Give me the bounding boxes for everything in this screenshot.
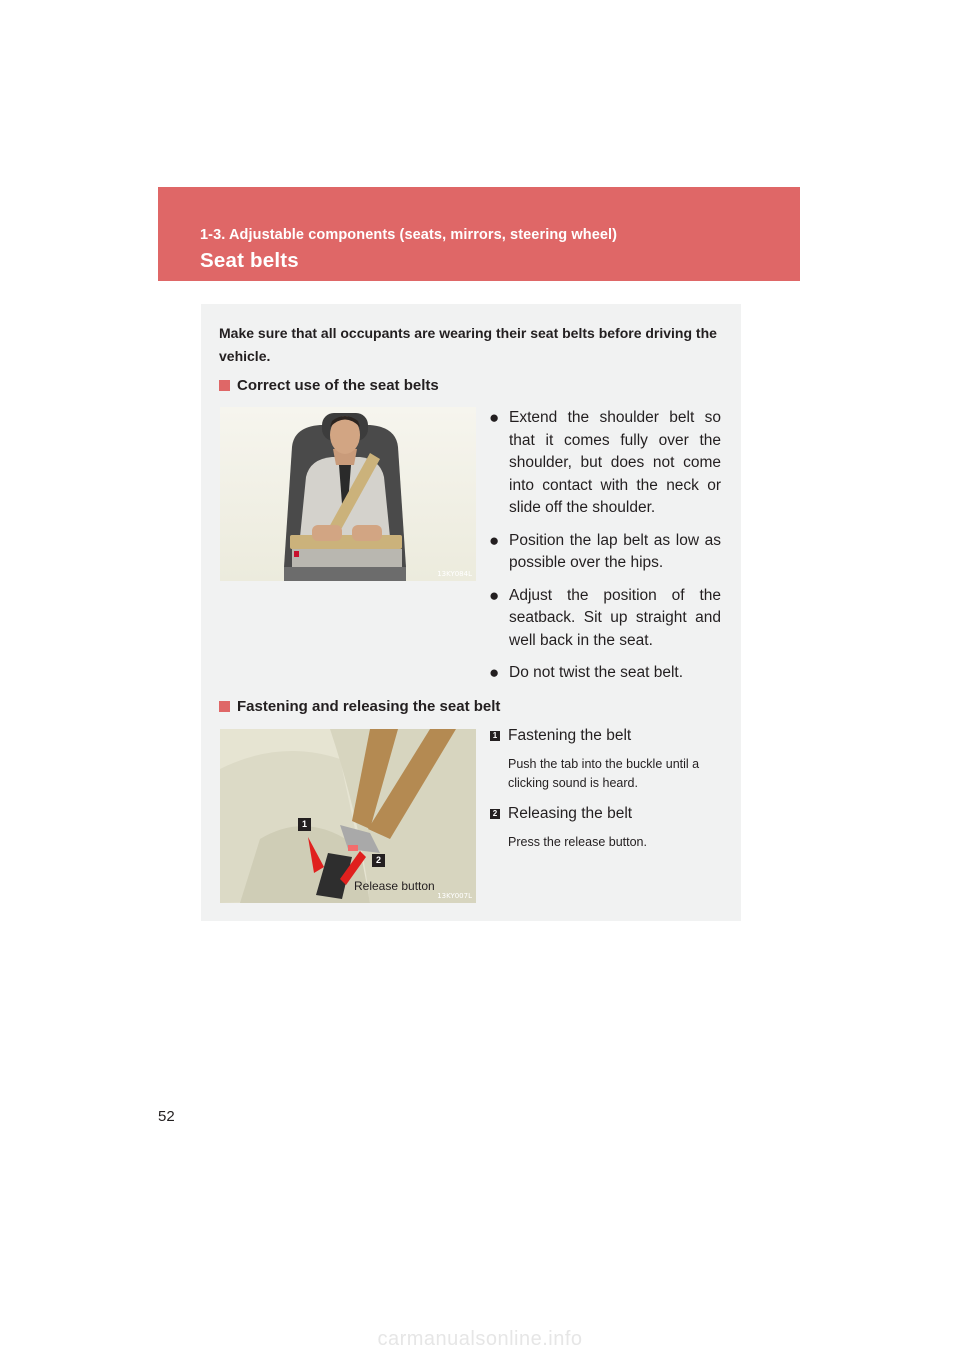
list-item-text: Position the lap belt as low as possible over the hips. — [509, 531, 721, 571]
occupant-illustration — [220, 407, 476, 581]
subheading-label: Correct use of the seat belts — [237, 377, 439, 394]
bullet-dot-icon: ● — [489, 585, 500, 605]
correct-use-list — [489, 407, 721, 695]
section-header — [158, 187, 800, 281]
list-item-text: Do not twist the seat belt. — [509, 664, 684, 681]
step-description: Push the tab into the buckle until a clicking sound is heard. — [508, 757, 700, 790]
bullet-dot-icon: ● — [489, 408, 500, 427]
marker-2: 2 — [372, 854, 385, 867]
list-item-text: Adjust the position of the seatback. Sit up straight and well back in the seat. — [509, 586, 721, 649]
step-number: 1 — [490, 731, 500, 741]
step-fastening — [490, 726, 726, 793]
page-title: Seat belts — [200, 249, 299, 272]
list-item-text: Extend the shoulder belt so that it comes fully over the shoulder, but does not come into contact with the neck or slide off the shoulder. — [509, 409, 721, 516]
list-item — [489, 530, 721, 575]
buckle-image — [220, 729, 476, 903]
subheading-correct-use — [219, 377, 439, 394]
step-number: 2 — [490, 809, 500, 819]
list-item — [489, 585, 721, 653]
release-button-label: Release button — [354, 879, 435, 893]
intro-text: Make sure that all occupants are wearing their seat belts before driving the vehicle. — [219, 325, 717, 364]
image-code: 13KY084L — [437, 570, 472, 578]
step-title: Releasing the belt — [508, 805, 633, 822]
square-bullet-icon — [219, 380, 230, 391]
section-label: 1-3. Adjustable components (seats, mirrors, steering wheel) — [200, 227, 618, 243]
bullet-dot-icon: ● — [489, 663, 500, 682]
step-title: Fastening the belt — [508, 727, 632, 744]
image-code: 13KY007L — [437, 892, 472, 900]
buckle-illustration — [220, 729, 476, 903]
step-description: Press the release button. — [508, 835, 647, 849]
list-item — [489, 662, 721, 685]
content-panel — [201, 304, 741, 921]
subheading-label: Fastening and releasing the seat belt — [237, 698, 501, 715]
step-releasing — [490, 804, 726, 852]
page-number: 52 — [158, 1108, 175, 1125]
marker-1: 1 — [298, 818, 311, 831]
bullet-dot-icon: ● — [489, 530, 500, 550]
seated-occupant-image — [220, 407, 476, 581]
subheading-fastening — [219, 698, 500, 715]
list-item — [489, 407, 721, 520]
watermark: carmanualsonline.info — [377, 1328, 583, 1350]
square-bullet-icon — [219, 701, 230, 712]
